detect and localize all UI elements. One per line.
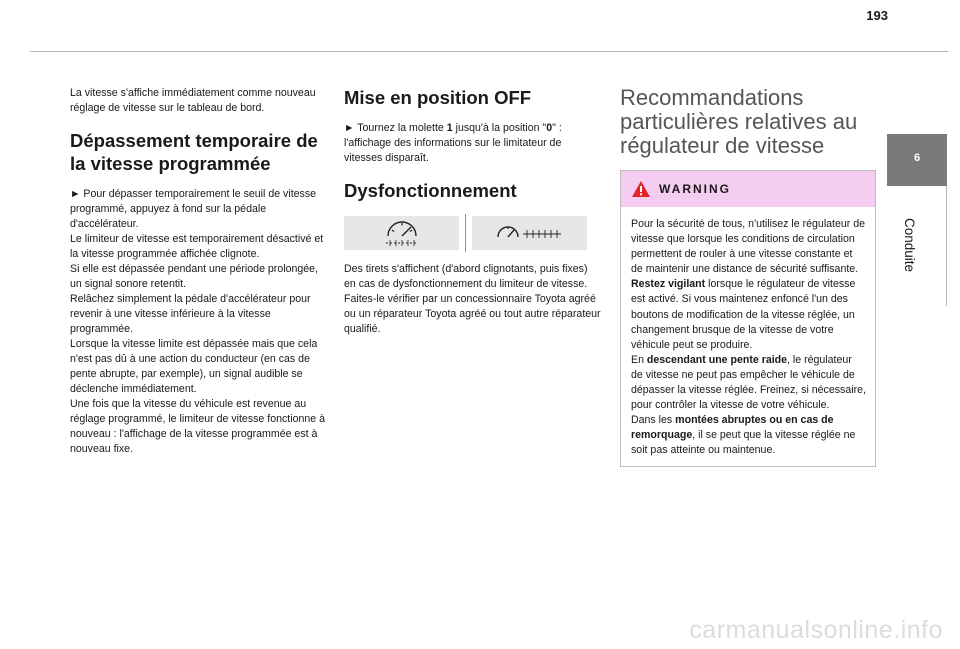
- paragraph: Relâchez simplement la pédale d'accélérateur pour revenir à une vitesse inférieure à la vitesse programmée.: [70, 293, 311, 335]
- warning-paragraph: Pour la sécurité de tous, n'utilisez le régulateur de vitesse que lorsque les conditions de circulation permettent de rouler à une vitesse constante et de maintenir une distance de sécurité suffisante.: [631, 218, 866, 276]
- illustration-separator: [465, 214, 466, 252]
- speedometer-dashes-icon: [380, 218, 424, 248]
- malfunction-text: Des tirets s'affichent (d'abord clignotants, puis fixes) en cas de dysfonctionnement du limiteur de vitesse.: [344, 263, 588, 290]
- section-heading-off: Mise en position OFF: [344, 87, 532, 108]
- off-text-mid: jusqu'à la position ": [452, 122, 547, 134]
- warning-text: , il se peut que la vitesse réglée ne soit pas atteinte ou maintenue.: [631, 429, 856, 457]
- malfunction-advice: Faites-le vérifier par un concessionnaire Toyota agréé ou un réparateur Toyota agréé ou tout autre réparateur qualifié.: [344, 293, 601, 335]
- chapter-label: [887, 186, 947, 296]
- off-text-prefix: ► Tournez la molette: [344, 122, 447, 134]
- off-text-suffix: " : l'affichage des informations sur le limitateur de vitesses disparaît.: [344, 122, 562, 164]
- warning-triangle-icon: [631, 180, 651, 198]
- warning-body: [621, 207, 875, 466]
- side-divider: [946, 186, 947, 306]
- warning-text: Dans les: [631, 414, 676, 427]
- column-left: [70, 86, 328, 457]
- paragraph: Une fois que la vitesse du véhicule est revenue au réglage programmé, le limiteur de vitesse fonctionne à nouveau : l'affichage de la vitesse programmée est à nouveau fixe.: [70, 398, 325, 455]
- speed-limiter-display-2: [472, 216, 587, 250]
- section-heading-malfunction: Dysfonctionnement: [344, 180, 517, 201]
- paragraph: Lorsque la vitesse limite est dépassée mais que cela n'est pas dû à une action du conducteur (en cas de pente abrupte, par exemple), un signal audible se déclenche immédiatement.: [70, 338, 318, 395]
- chapter-tab: [887, 134, 947, 186]
- page-number: 193: [866, 8, 888, 23]
- column-middle: [344, 86, 602, 337]
- paragraph: ► Pour dépasser temporairement le seuil de vitesse programmé, appuyez à fond sur la pédale d'accélérateur.: [70, 188, 317, 230]
- warning-label: WARNING: [659, 182, 731, 196]
- zero-position: 0: [546, 122, 553, 134]
- recommendations-heading: Recommandations particulières relatives au régulateur de vitesse: [620, 85, 858, 158]
- off-instruction: [344, 121, 602, 166]
- warning-text: lorsque le régulateur de vitesse est activé. Si vous maintenez enfoncé l'un des boutons de modification de la vitesse réglée, un changement brusque de la vitesse de votre véhicule peut se produire.: [631, 278, 856, 351]
- warning-emphasis: montées abruptes ou en cas de remorquage: [631, 414, 834, 442]
- warning-paragraph: [631, 277, 866, 352]
- warning-emphasis: descendant une pente raide: [646, 353, 788, 366]
- chapter-number: 6: [913, 152, 921, 164]
- intro-text: La vitesse s'affiche immédiatement comme nouveau réglage de vitesse sur le tableau de bord.: [70, 87, 316, 114]
- warning-box: [620, 170, 876, 467]
- speedometer-dashes-icon: [495, 221, 565, 245]
- warning-text: En: [631, 353, 647, 366]
- paragraph: Si elle est dépassée pendant une période prolongée, un signal sonore retentit.: [70, 263, 318, 290]
- warning-paragraph: [631, 353, 866, 413]
- watermark: carmanualsonline.info: [689, 616, 943, 644]
- top-divider: [30, 51, 948, 52]
- warning-header: [621, 171, 875, 207]
- section-heading-overtake: Dépassement temporaire de la vitesse programmée: [70, 130, 318, 174]
- speed-limiter-display-1: [344, 216, 459, 250]
- paragraph: Le limiteur de vitesse est temporairement désactivé et la vitesse programmée affichée clignote.: [70, 233, 324, 260]
- warning-paragraph: [631, 413, 866, 458]
- dial-number: 1: [446, 122, 453, 134]
- chapter-title: Conduite: [902, 218, 917, 273]
- malfunction-display-illustration: [344, 214, 602, 252]
- column-right: [620, 86, 876, 467]
- warning-emphasis: Restez vigilant: [631, 278, 706, 291]
- warning-text: , le régulateur de vitesse ne peut pas empêcher le véhicule de dépasser la vitesse réglée. Freinez, si nécessaire, pour contrôler la vitesse de votre véhicule.: [631, 353, 866, 412]
